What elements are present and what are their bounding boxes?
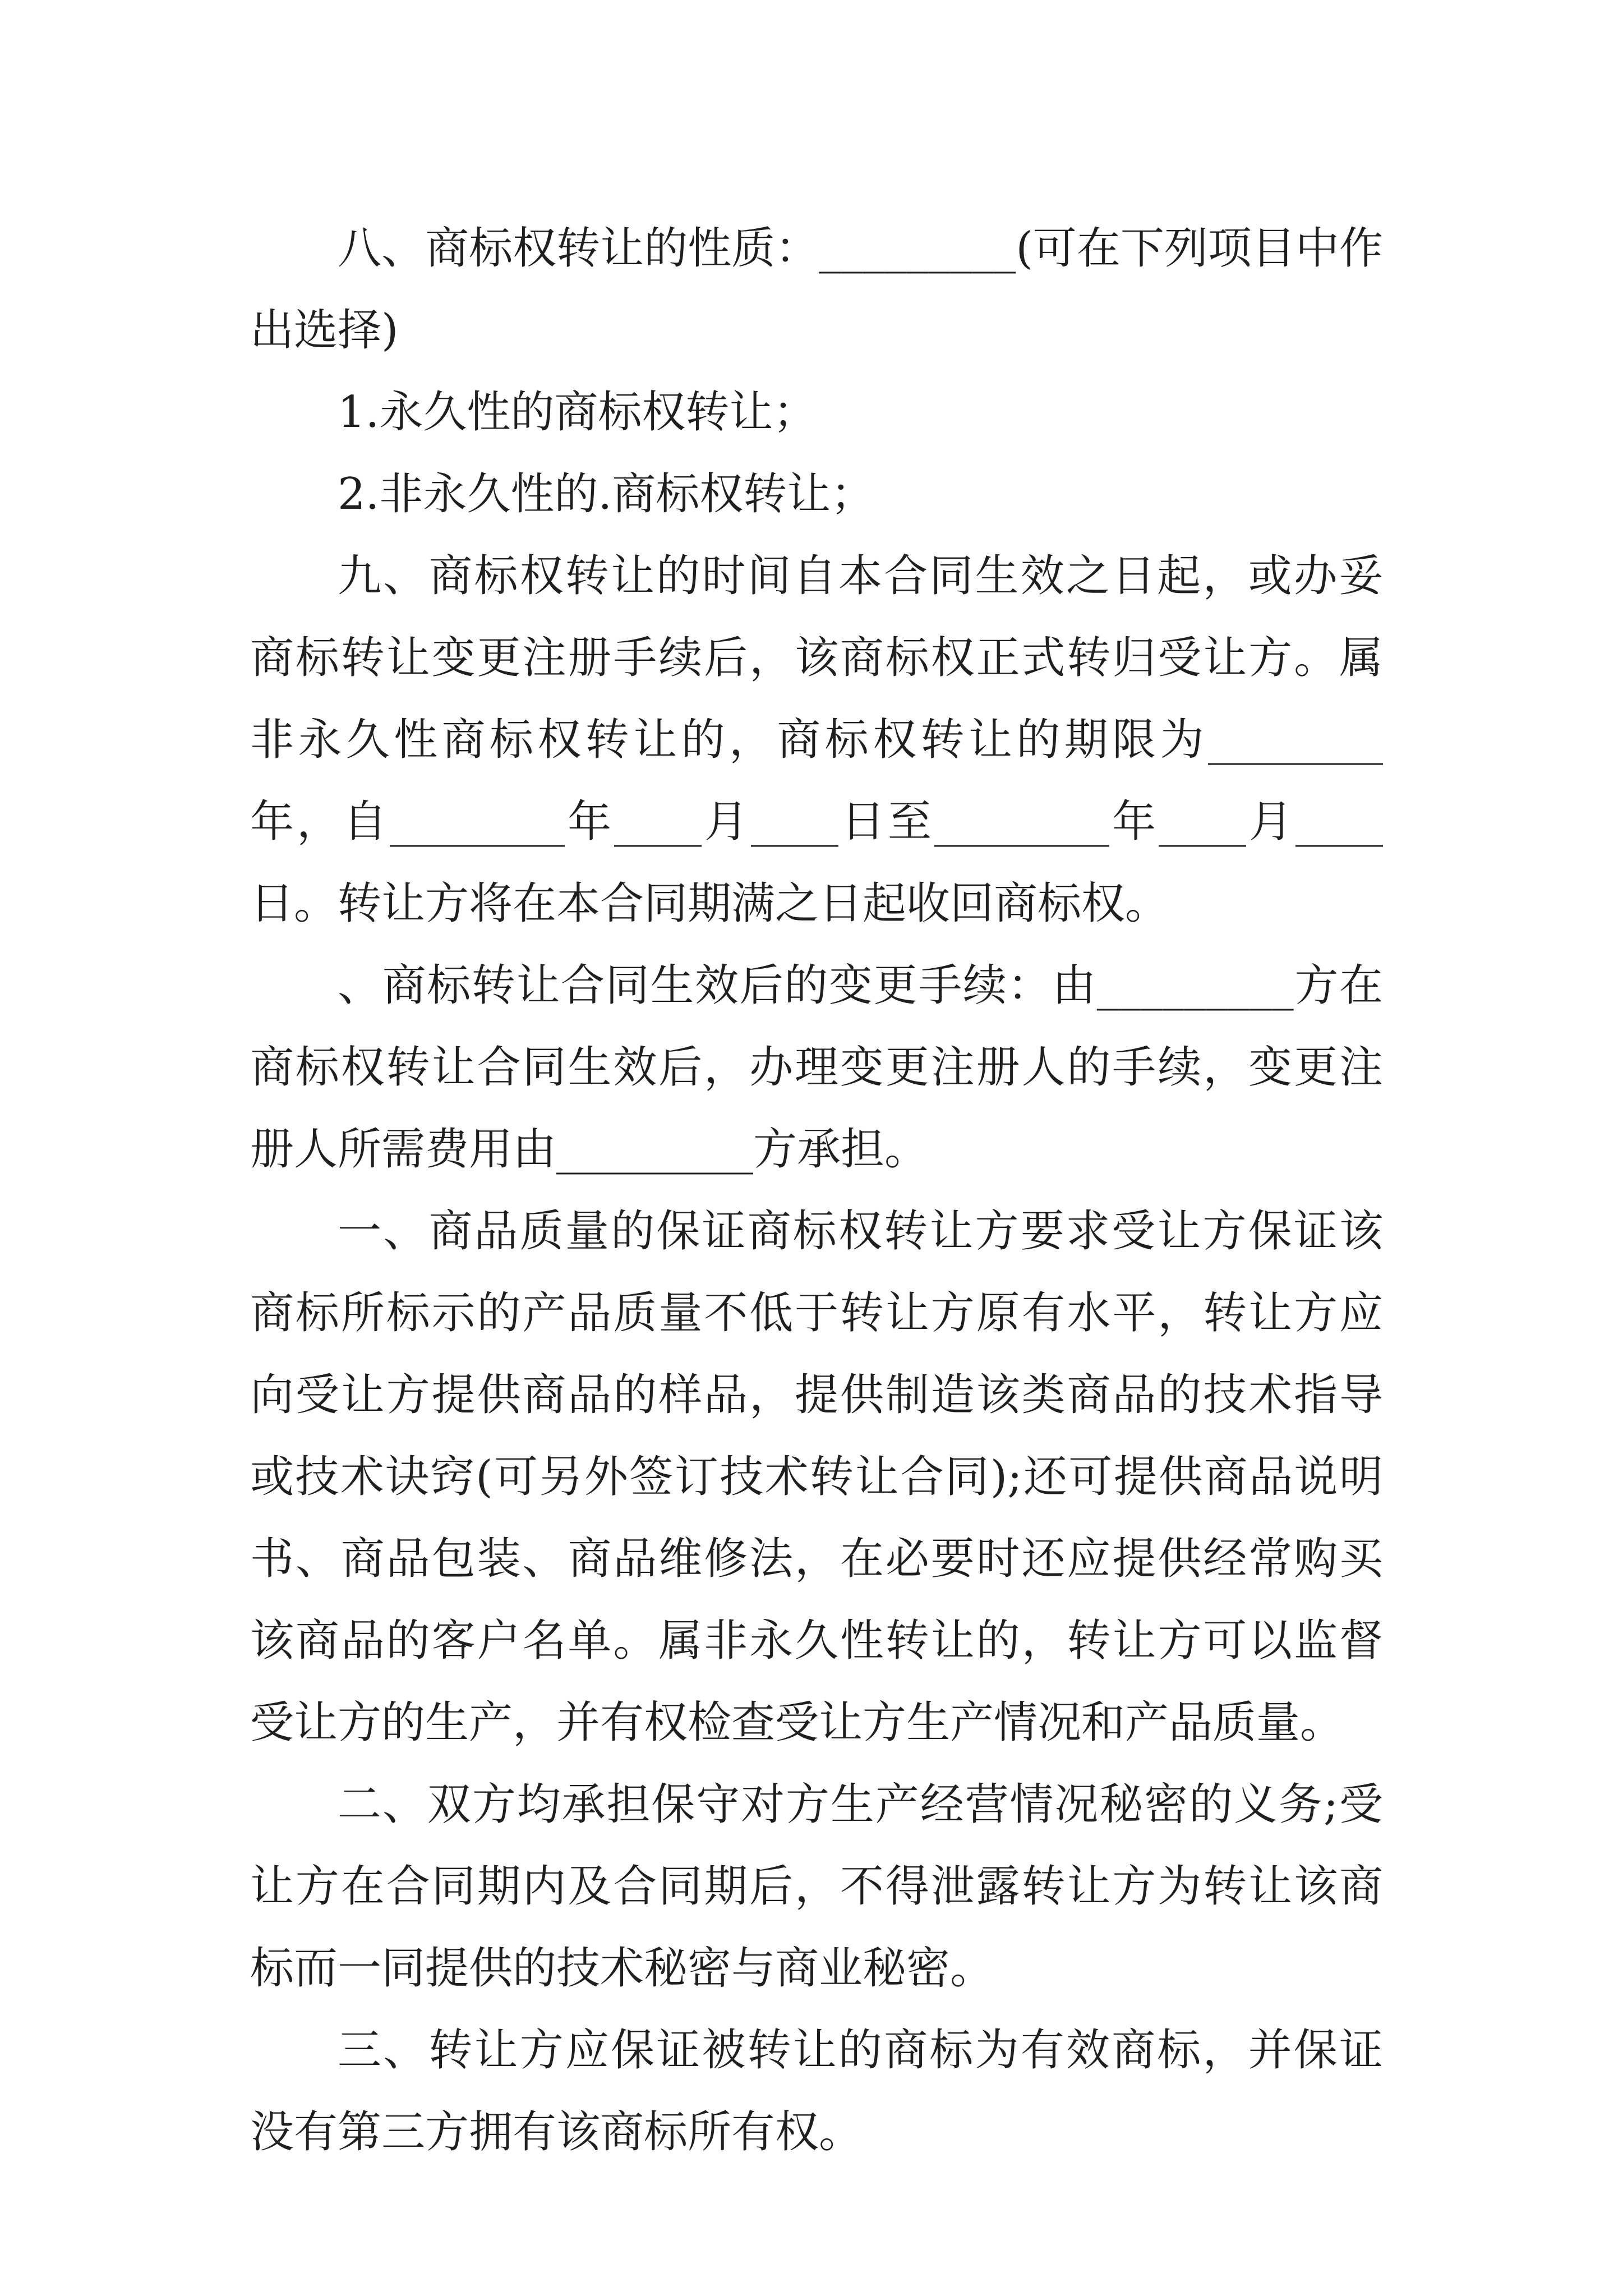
clause-9-time: 九、商标权转让的时间自本合同生效之日起，或办妥商标转让变更注册手续后，该商标权正式转归受让方。属非永久性商标权转让的，商标权转让的期限为________年，自________年____月____日至________年____月____日。转让方将在本合同期满之日起收回商标权。	[250, 551, 1383, 929]
clause-quality-guarantee: 一、商品质量的保证商标权转让方要求受让方保证该商标所标示的产品质量不低于转让方原有水平，转让方应向受让方提供商品的样品，提供制造该类商品的技术指导或技术诀窍(可另外签订技术转让合同);还可提供商品说明书、商品包装、商品维修法，在必要时还应提供经常购买该商品的客户名单。属非永久性转让的，转让方可以监督受让方的生产，并有权检查受让方生产情况和产品质量。	[250, 1206, 1383, 1748]
document-body	[250, 208, 1383, 2173]
clause-8-nature: 八、商标权转让的性质：_________(可在下列项目中作出选择)	[250, 223, 1383, 356]
clause-confidentiality: 二、双方均承担保守对方生产经营情况秘密的义务;受让方在合同期内及合同期后，不得泄露转让方为转让该商标而一同提供的技术秘密与商业秘密。	[250, 1779, 1383, 1994]
option-2-non-permanent: 2.非永久性的.商标权转让；	[338, 469, 875, 519]
option-1-permanent: 1.永久性的商标权转让；	[338, 387, 817, 438]
clause-change-procedures: 、商标转让合同生效后的变更手续：由_________方在商标权转让合同生效后，办理变更注册人的手续，变更注册人所需费用由_________方承担。	[250, 960, 1383, 1175]
clause-validity-guarantee: 三、转让方应保证被转让的商标为有效商标，并保证没有第三方拥有该商标所有权。	[250, 2025, 1383, 2157]
